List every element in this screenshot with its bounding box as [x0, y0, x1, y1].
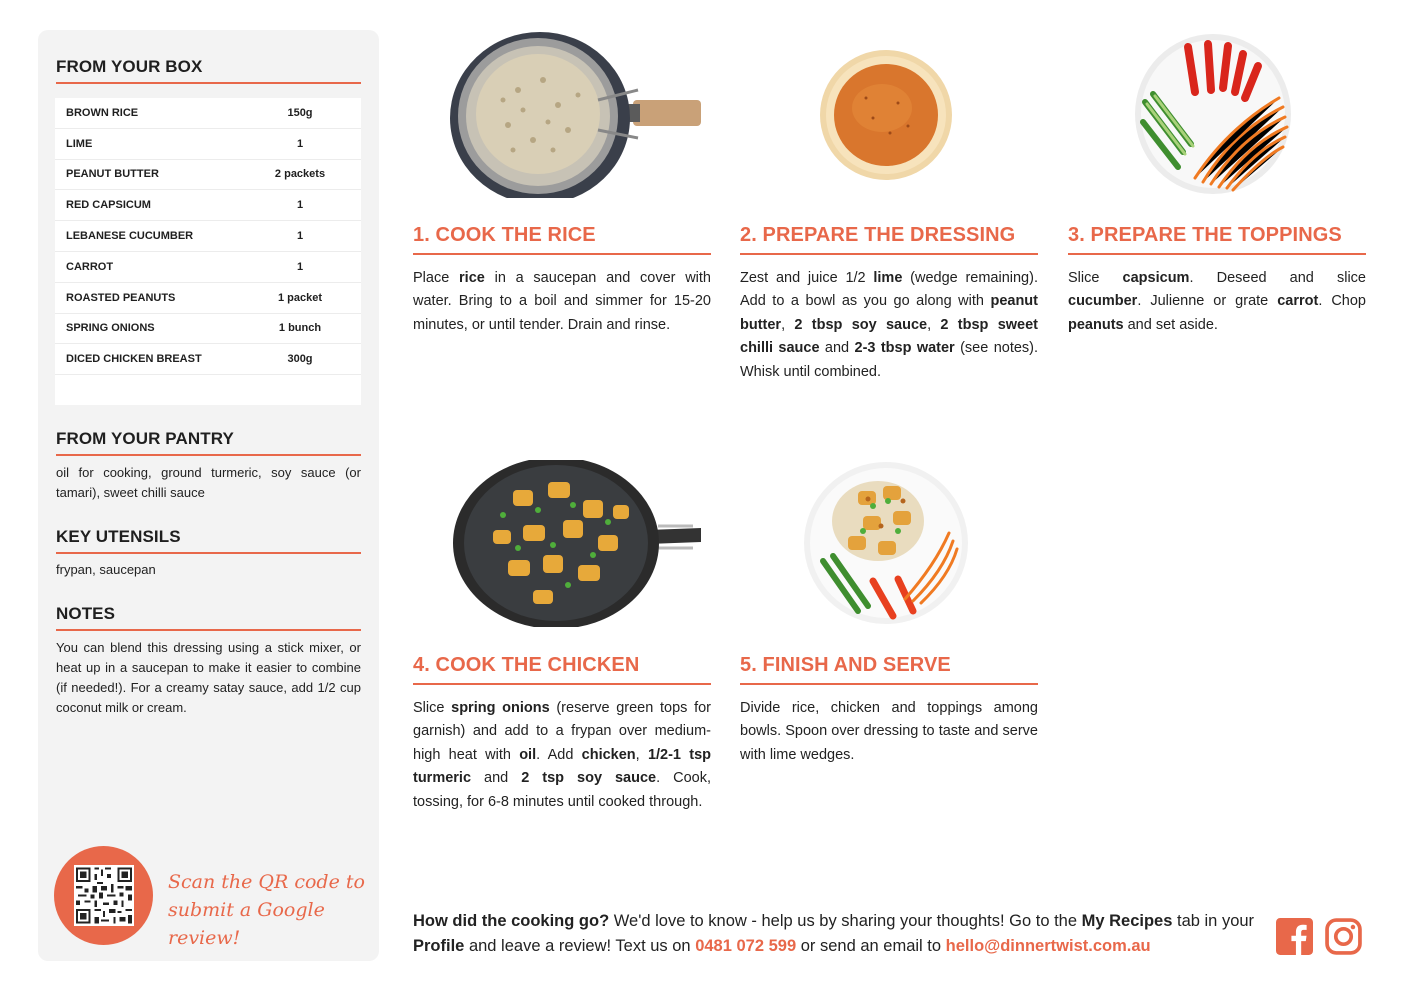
ingredient-emphasis: chicken [581, 746, 636, 763]
ingredient-quantity: 1 packet [277, 291, 323, 304]
ingredient-name: LEBANESE CUCUMBER [66, 230, 194, 243]
ingredient-emphasis: oil [519, 746, 537, 763]
ingredient-quantity: 1 bunch [278, 322, 322, 335]
ingredient-emphasis: cucumber [1068, 293, 1138, 310]
ingredient-emphasis: spring onions [451, 700, 550, 716]
step-text-run: , [635, 746, 648, 763]
notes-text: You can blend this dressing using a stick mixer, or heat up in a saucepan to make it easier to combine (if needed!). For a creamy satay sauce, add 1/2 cup coconut milk or cream. [56, 640, 361, 715]
box-ingredient-row [55, 98, 361, 129]
qr-note-line-1: Scan the QR code to [168, 871, 365, 893]
box-ingredient-row [55, 221, 361, 252]
ingredient-name: BROWN RICE [66, 106, 139, 119]
footer-text: and leave a review! Text us on [464, 937, 696, 955]
heading-rule [56, 454, 361, 456]
qr-review-note [168, 868, 368, 952]
step-text-run: in a saucepan and cover with water. Bring to a boil and simmer for 15-20 minutes, or until tender. Drain and rinse. [413, 270, 711, 333]
ingredient-emphasis: 2-3 tbsp water [854, 340, 955, 357]
ingredient-emphasis: peanut butter [740, 293, 1038, 333]
step-rule [1068, 253, 1366, 255]
from-your-pantry-heading: FROM YOUR PANTRY [56, 429, 234, 448]
ingredient-name: SPRING ONIONS [66, 322, 155, 335]
box-ingredient-row [55, 190, 361, 221]
key-utensils-heading: KEY UTENSILS [56, 527, 181, 546]
footer-text: or send an email to [796, 937, 946, 955]
finished-bowl-image [803, 461, 969, 625]
step-text-run: (wedge remaining). Add to a bowl as you go along with [740, 270, 1038, 310]
table-padding [55, 375, 361, 405]
step-text-run: Slice [413, 700, 452, 716]
step-text-run: and [819, 340, 855, 357]
step-rule [740, 253, 1038, 255]
ingredient-emphasis: lime [873, 270, 903, 286]
ingredient-emphasis: rice [459, 270, 485, 286]
step-text-run: , [781, 316, 795, 333]
step-2-body [740, 267, 1038, 384]
ingredient-name: RED CAPSICUM [66, 199, 151, 212]
step-text-run: Place [413, 270, 460, 286]
step-1-body [413, 267, 711, 337]
step-text-run: (reserve green tops for garnish) and add to a frypan over medium-high heat with [413, 700, 711, 763]
step-text-run: . Add [536, 746, 582, 763]
step-text-run: . Deseed and slice [1189, 270, 1366, 286]
phone-link[interactable]: 0481 072 599 [695, 937, 797, 955]
step-rule [740, 683, 1038, 685]
ingredient-name: ROASTED PEANUTS [66, 291, 176, 304]
toppings-plate-image [1133, 32, 1293, 196]
step-text-run: and set aside. [1123, 316, 1218, 333]
ingredient-emphasis: peanuts [1068, 316, 1124, 333]
utensils-text: frypan, saucepan [56, 562, 156, 577]
ingredient-emphasis: 2 tbsp soy sauce [794, 316, 928, 333]
from-your-box-heading: FROM YOUR BOX [56, 57, 203, 76]
ingredient-quantity: 300g [287, 353, 313, 366]
ingredient-emphasis: carrot [1277, 293, 1319, 310]
ingredient-quantity: 1 [296, 260, 304, 273]
my-recipes-label: My Recipes [1081, 912, 1173, 930]
box-ingredient-row [55, 129, 361, 160]
step-3-title: 3. PREPARE THE TOPPINGS [1068, 224, 1342, 246]
ingredient-emphasis: 2 tbsp sweet chilli sauce [740, 316, 1038, 357]
ingredient-name: PEANUT BUTTER [66, 168, 159, 181]
ingredients-sidebar [38, 30, 379, 961]
step-1-title: 1. COOK THE RICE [413, 224, 596, 246]
step-text-run: . Julienne or grate [1137, 293, 1278, 310]
box-ingredient-row [55, 314, 361, 345]
step-3-body [1068, 267, 1366, 337]
rice-in-strainer-image [448, 30, 703, 198]
step-text-run: Slice [1068, 270, 1123, 286]
step-4-title: 4. COOK THE CHICKEN [413, 654, 640, 676]
ingredient-emphasis: capsicum [1122, 270, 1190, 286]
ingredient-emphasis: 2 tsp soy sauce [521, 770, 657, 787]
dressing-bowl-image [818, 48, 954, 182]
box-ingredients-table [55, 98, 361, 405]
step-text-run: . Chop [1318, 293, 1366, 310]
review-footer [413, 909, 1263, 959]
ingredient-quantity: 2 packets [274, 168, 326, 181]
step-text-run: (see notes). Whisk until combined. [740, 340, 1039, 380]
chicken-frypan-image [453, 460, 703, 627]
footer-text: We'd love to know - help us by sharing your thoughts! Go to the [609, 912, 1082, 930]
heading-rule [56, 629, 361, 631]
profile-label: Profile [413, 937, 465, 955]
step-5-title: 5. FINISH AND SERVE [740, 654, 951, 676]
ingredient-quantity: 150g [287, 106, 313, 119]
box-ingredient-row [55, 160, 361, 191]
heading-rule [56, 82, 361, 84]
ingredient-name: DICED CHICKEN BREAST [66, 353, 202, 366]
box-ingredient-row [55, 283, 361, 314]
pantry-text: oil for cooking, ground turmeric, soy sauce (or tamari), sweet chilli sauce [56, 465, 361, 500]
ingredient-quantity: 1 [296, 199, 304, 212]
email-link[interactable]: hello@dinnertwist.com.au [945, 937, 1151, 955]
ingredient-name: LIME [66, 137, 93, 150]
notes-heading: NOTES [56, 604, 116, 623]
ingredient-quantity: 1 [296, 137, 304, 150]
step-4-body [413, 697, 711, 814]
qr-code-icon[interactable] [74, 865, 134, 926]
heading-rule [56, 552, 361, 554]
step-text-run: Divide rice, chicken and toppings among bowls. Spoon over dressing to taste and serve with lime wedges. [740, 700, 1038, 763]
footer-question: How did the cooking go? [413, 912, 610, 930]
step-2-title: 2. PREPARE THE DRESSING [740, 224, 1016, 246]
step-rule [413, 253, 711, 255]
instagram-icon[interactable] [1325, 918, 1362, 955]
facebook-icon[interactable] [1276, 918, 1313, 955]
step-text-run: , [927, 316, 941, 333]
qr-note-line-2: submit a Google review! [168, 899, 325, 949]
step-text-run: . Cook, tossing, for 6-8 minutes until cooked through. [413, 770, 712, 810]
footer-text: tab in your [1172, 912, 1255, 930]
qr-code-badge[interactable] [54, 846, 153, 945]
step-rule [413, 683, 711, 685]
box-ingredient-row [55, 344, 361, 375]
ingredient-emphasis: 1/2-1 tsp turmeric [413, 746, 711, 787]
step-5-body [740, 697, 1038, 767]
ingredient-name: CARROT [66, 260, 114, 273]
step-text-run: and [471, 770, 522, 787]
ingredient-quantity: 1 [296, 230, 304, 243]
box-ingredient-row [55, 252, 361, 283]
step-text-run: Zest and juice 1/2 [740, 270, 874, 286]
